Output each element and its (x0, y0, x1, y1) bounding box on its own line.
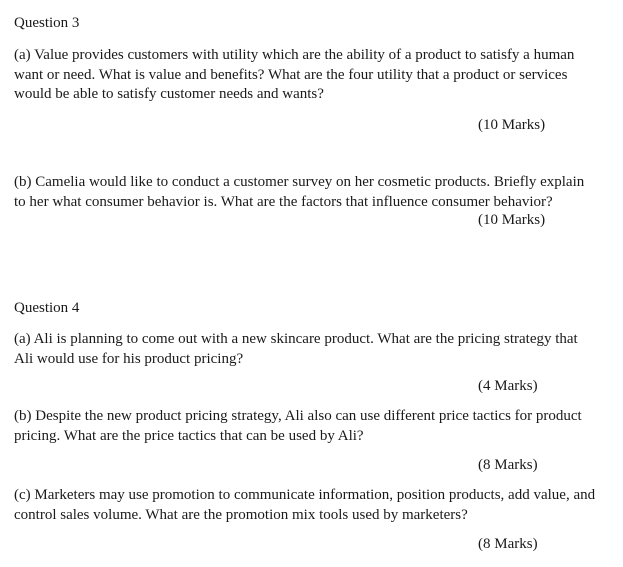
question-3a-text (14, 46, 614, 105)
question-3b-text (14, 173, 614, 212)
question-4c-text (14, 486, 614, 525)
question-4c-marks: (8 Marks) (478, 536, 538, 552)
question-3b-line: (b) Camelia would like to conduct a customer survey on her cosmetic products. Briefly explain (14, 174, 585, 190)
question-4a-line: (a) Ali is planning to come out with a new skincare product. What are the pricing strategy that (14, 331, 578, 347)
question-4a-marks: (4 Marks) (478, 378, 538, 394)
question-4-heading: Question 4 (14, 300, 80, 316)
question-4b-line: pricing. What are the price tactics that can be used by Ali? (14, 427, 364, 444)
question-4b-marks: (8 Marks) (478, 457, 538, 473)
question-4a-line: Ali would use for his product pricing? (14, 350, 244, 367)
question-3-heading: Question 3 (14, 15, 80, 31)
question-4a-text (14, 330, 614, 369)
question-3b-marks: (10 Marks) (478, 212, 546, 228)
question-4b-line: (b) Despite the new product pricing strategy, Ali also can use different price tactics for product (14, 408, 582, 424)
question-3a-line: want or need. What is value and benefits? What are the four utility that a product or services (14, 66, 568, 83)
question-4c-line: control sales volume. What are the promotion mix tools used by marketers? (14, 506, 468, 523)
question-4b-text (14, 407, 614, 446)
question-3b-line: to her what consumer behavior is. What are the factors that influence consumer behavior? (14, 193, 553, 210)
question-4c-line: (c) Marketers may use promotion to communicate information, position products, add value, and (14, 487, 596, 503)
question-3a-marks: (10 Marks) (478, 117, 546, 133)
question-3a-line: (a) Value provides customers with utility which are the ability of a product to satisfy a human (14, 47, 575, 63)
question-3a-line: would be able to satisfy customer needs and wants? (14, 86, 324, 102)
